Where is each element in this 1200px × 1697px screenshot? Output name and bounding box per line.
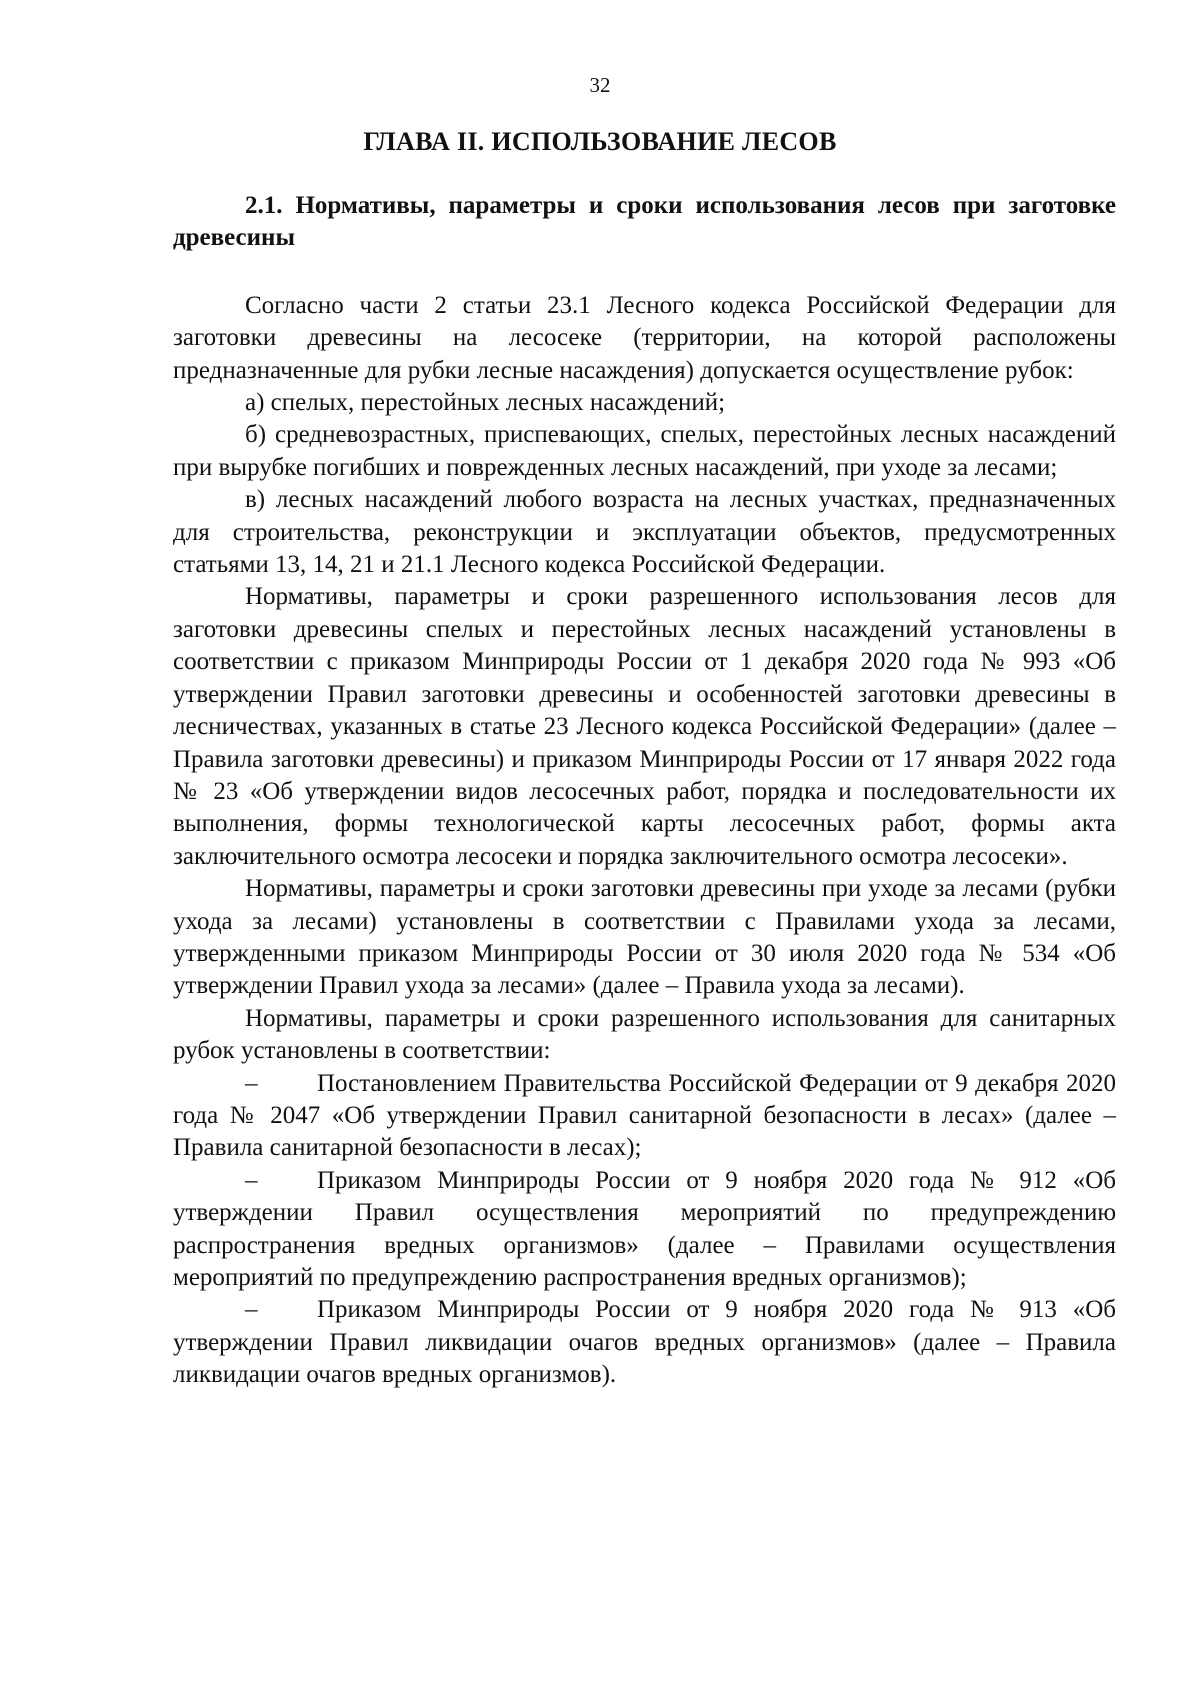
dash-item-text: Приказом Минприроды России от 9 ноября 2020 года № 913 «Об утверждении Правил ликвидации очагов вредных организмов» (далее – Правила ликвидации очагов вредных организмов). — [173, 1296, 1116, 1389]
dash-item-text: Приказом Минприроды России от 9 ноября 2020 года № 912 «Об утверждении Правил осуществления мероприятий по предупреждению распространения вредных организмов» (далее – Правилами осуществления мероприятий по предупреждению распространения вредных организмов); — [173, 1166, 1116, 1291]
dash-item-text: Постановлением Правительства Российской Федерации от 9 декабря 2020 года № 2047 «Об утверждении Правил санитарной безопасности в лесах» (далее – Правила санитарной безопасности в лесах); — [173, 1069, 1116, 1162]
dash-list-item — [173, 1294, 1116, 1391]
paragraph-care-norms: Нормативы, параметры и сроки заготовки древесины при уходе за лесами (рубки ухода за лесами) установлены в соответствии с Правилами ухода за лесами, утвержденными приказом Минприроды России от 30 июля 2020 года № 534 «Об утверждении Правил ухода за лесами» (далее – Правила ухода за лесами). — [173, 875, 1116, 1000]
list-item-a: а) спелых, перестойных лесных насаждений; — [245, 389, 726, 417]
paragraph-sanitary-norms: Нормативы, параметры и сроки разрешенного использования для санитарных рубок установлены в соответствии: — [173, 1004, 1116, 1065]
paragraph-intro: Согласно части 2 статьи 23.1 Лесного кодекса Российской Федерации для заготовки древесины на лесосеке (территории, на которой расположены предназначенные для рубки лесные насаждения) допускается осуществление рубок: — [173, 291, 1116, 384]
dash-marker: – — [245, 1069, 258, 1097]
chapter-title: ГЛАВА II. ИСПОЛЬЗОВАНИЕ ЛЕСОВ — [363, 127, 837, 156]
dash-list-item — [173, 1068, 1116, 1165]
dash-marker: – — [245, 1166, 258, 1194]
dash-list-item — [173, 1165, 1116, 1295]
paragraph-harvest-norms: Нормативы, параметры и сроки разрешенного использования лесов для заготовки древесины спелых и перестойных лесных насаждений установлены в соответствии с приказом Минприроды России от 1 декабря 2020 года № 993 «Об утверждении Правил заготовки древесины и особенностей заготовки древесины в лесничествах, указанных в статье 23 Лесного кодекса Российской Федерации» (далее – Правила заготовки древесины) и приказом Минприроды России от 17 января 2022 года № 23 «Об утверждении видов лесосечных работ, порядка и последовательности их выполнения, формы технологической карты лесосечных работ, формы акта заключительного осмотра лесосеки и порядка заключительного осмотра лесосеки». — [173, 583, 1116, 870]
list-item-v: в) лесных насаждений любого возраста на лесных участках, предназначенных для строительства, реконструкции и эксплуатации объектов, предусмотренных статьями 13, 14, 21 и 21.1 Лесного кодекса Российской Федерации. — [173, 486, 1116, 579]
list-item-b: б) средневозрастных, приспевающих, спелых, перестойных лесных насаждений при вырубке погибших и поврежденных лесных насаждений, при уходе за лесами; — [173, 421, 1116, 481]
dash-marker: – — [245, 1296, 258, 1324]
page-number: 32 — [589, 73, 611, 97]
section-title: 2.1. Нормативы, параметры и сроки использования лесов при заготовке древесины — [173, 192, 1116, 252]
document-body — [173, 190, 1116, 1392]
